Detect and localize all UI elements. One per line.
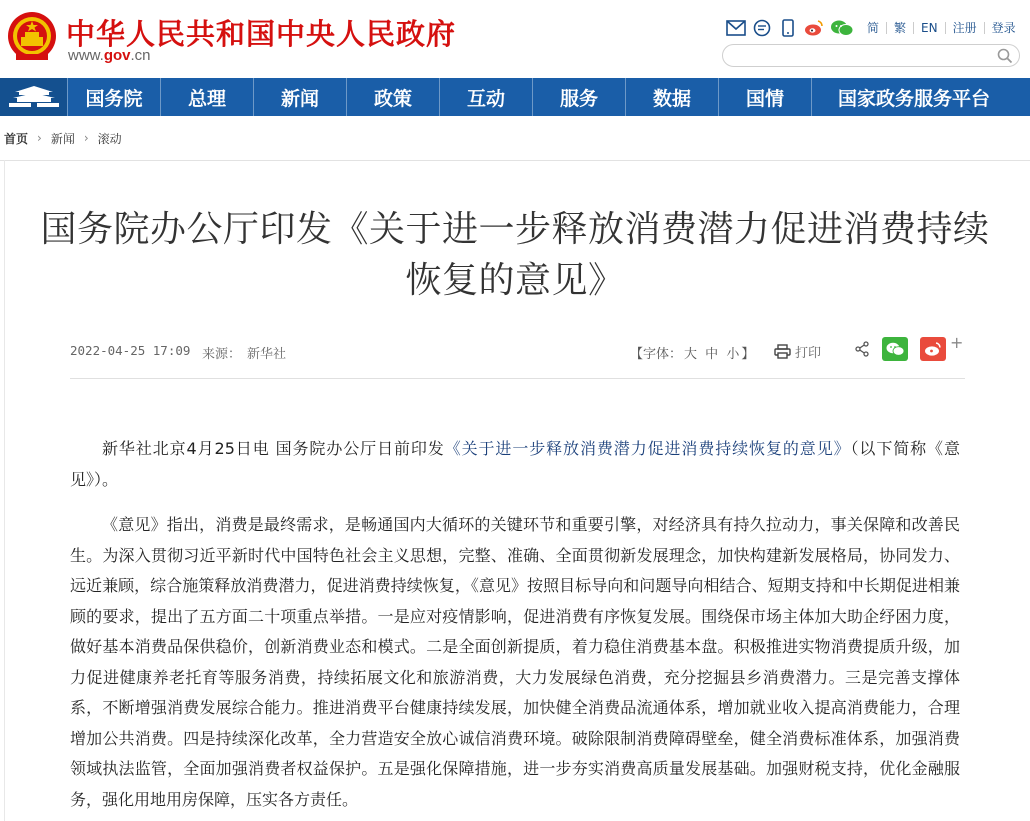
mail-icon[interactable] bbox=[726, 18, 746, 38]
source-name: 新华社 bbox=[247, 347, 287, 362]
search-box bbox=[722, 44, 1020, 67]
chevron-right-icon: › bbox=[83, 131, 89, 145]
font-size-close: 】 bbox=[741, 347, 755, 362]
chat-icon[interactable] bbox=[752, 18, 772, 38]
search-input[interactable] bbox=[733, 46, 983, 67]
national-emblem-icon[interactable] bbox=[6, 10, 58, 64]
mobile-icon[interactable] bbox=[778, 18, 798, 38]
print-button[interactable] bbox=[774, 342, 821, 361]
nav-item-data[interactable]: 数据 bbox=[626, 78, 719, 116]
nav-item-service-platform[interactable]: 国家政务服务平台 bbox=[838, 87, 991, 110]
nav-item-state-council[interactable]: 国务院 bbox=[68, 78, 161, 116]
register-link[interactable]: 注册 bbox=[945, 22, 984, 34]
font-size-large-button[interactable]: 大 bbox=[684, 347, 698, 362]
nav-item-news[interactable]: 新闻 bbox=[254, 78, 347, 116]
article-paragraph: 《意见》指出，消费是最终需求，是畅通国内大循环的关键环节和重要引擎，对经济具有持久拉动力，事关保障和改善民生。为深入贯彻习近平新时代中国特色社会主义思想，完整、准确、全面贯彻新发展理念，加快构建新发展格局，协同发力、远近兼顾，综合施策释放消费潜力，促进消费持续恢复，《意见》按照目标导向和问题导向相结合、短期支持和中长期促进相兼顾的要求，提出了五方面二十项重点举措。一是应对疫情影响，促进消费有序恢复发展。围绕保市场主体加大助企纾困力度，做好基本消费品保供稳价，创新消费业态和模式。二是全面创新提质，着力稳住消费基本盘。积极推进实物消费提质升级，加力促进健康养老托育等服务消费，持续拓展文化和旅游消费，大力发展绿色消费，充分挖掘县乡消费潜力。三是完善支撑体系，不断增强消费发展综合能力。推进消费平台健康持续发展，加快健全消费品流通体系，增加就业收入提高消费能力，合理增加公共消费。四是持续深化改革，全力营造安全放心诚信消费环境。破除限制消费障碍壁垒，健全消费标准体系，加强消费领域执法监管，全面加强消费者权益保护。五是强化保障措施，进一步夯实消费高质量发展基础。加强财税支持，优化金融服务，强化用地用房保障，压实各方责任。 bbox=[70, 515, 960, 809]
weibo-icon[interactable] bbox=[804, 18, 824, 38]
more-share-icon[interactable]: + bbox=[950, 333, 964, 352]
font-size-medium-button[interactable]: 中 bbox=[705, 347, 719, 362]
article-title: 国务院办公厅印发《关于进一步释放消费潜力促进消费持续恢复的意见》 bbox=[40, 209, 990, 301]
nav-home-button[interactable] bbox=[0, 78, 68, 116]
login-link[interactable]: 登录 bbox=[984, 22, 1023, 34]
paragraph-1-lead: 新华社北京4月25日电 国务院办公厅日前印发 bbox=[102, 439, 445, 458]
nav-item-policy[interactable]: 政策 bbox=[347, 78, 440, 116]
chevron-right-icon: › bbox=[37, 131, 42, 145]
breadcrumb-rolling[interactable]: 滚动 bbox=[97, 131, 122, 146]
breadcrumb-home[interactable]: 首页 bbox=[4, 131, 29, 146]
policy-document-link[interactable]: 《关于进一步释放消费潜力促进消费持续恢复的意见》 bbox=[444, 439, 851, 458]
site-url-suffix: .cn bbox=[130, 47, 151, 64]
lang-english-link[interactable]: EN bbox=[913, 22, 945, 34]
breadcrumb-news[interactable]: 新闻 bbox=[50, 131, 75, 146]
share-icon[interactable] bbox=[854, 341, 870, 361]
article-body bbox=[70, 434, 960, 821]
nav-item-premier[interactable]: 总理 bbox=[161, 78, 254, 116]
lang-traditional-link[interactable]: 繁 bbox=[886, 22, 913, 34]
content-border bbox=[4, 160, 5, 821]
site-header bbox=[0, 0, 1030, 78]
font-size-small-button[interactable]: 小 bbox=[726, 347, 740, 362]
nav-item-national-info[interactable]: 国情 bbox=[719, 78, 812, 116]
article-paragraph bbox=[70, 434, 960, 495]
site-title[interactable]: 中华人民共和国中央人民政府 bbox=[66, 17, 457, 51]
nav-item-service[interactable]: 服务 bbox=[533, 78, 626, 116]
tiananmen-icon bbox=[5, 84, 63, 110]
site-url-prefix: www. bbox=[68, 47, 104, 64]
site-url[interactable] bbox=[68, 47, 151, 64]
paragraph-1-tail: （以下简称《意见》）。 bbox=[70, 439, 960, 489]
site-url-brand: gov bbox=[103, 47, 131, 64]
share-wechat-icon[interactable] bbox=[882, 337, 908, 361]
main-nav bbox=[0, 78, 1030, 116]
source-label: 来源： bbox=[202, 347, 242, 362]
publish-date: 2022-04-25 17:09 bbox=[70, 343, 191, 358]
nav-item-interaction[interactable]: 互动 bbox=[440, 78, 533, 116]
share-weibo-icon[interactable] bbox=[920, 337, 946, 361]
utility-bar bbox=[726, 17, 1023, 39]
lang-simplified-link[interactable]: 简 bbox=[867, 21, 880, 35]
wechat-icon[interactable] bbox=[830, 18, 854, 38]
meta-divider bbox=[70, 378, 965, 379]
font-size-control bbox=[630, 343, 754, 362]
font-size-label: 【字体： bbox=[630, 347, 683, 362]
breadcrumb bbox=[0, 117, 1030, 159]
breadcrumb-divider bbox=[0, 160, 1030, 161]
print-label: 打印 bbox=[795, 346, 822, 361]
search-icon[interactable] bbox=[997, 48, 1013, 68]
article-meta bbox=[70, 333, 970, 363]
printer-icon bbox=[774, 344, 791, 359]
